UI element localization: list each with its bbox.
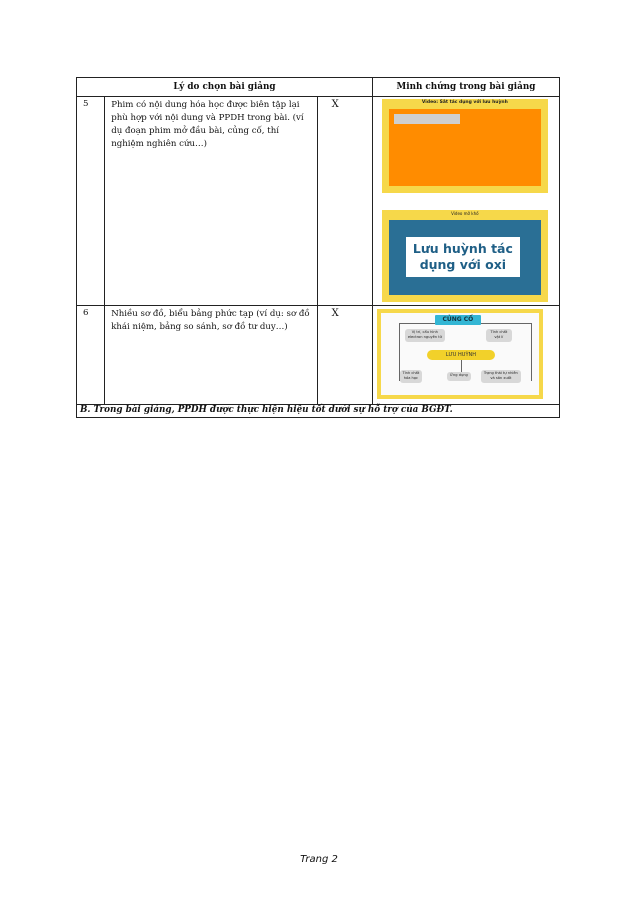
row-reason: Phim có nội dung hóa học được biên tập lại phù hợp với nội dung và PPDH trong bài. (ví dụ đoạn phim mở đầu bài, củng cố, thí nghiệm nghiên cứu…): [105, 97, 317, 306]
diagram-box-structure: Vị trí, cấu hình electron nguyên tử: [405, 329, 445, 342]
table-row: [77, 306, 560, 405]
connector-line: [399, 323, 435, 324]
diagram-box-application: Ứng dụng: [447, 372, 471, 381]
row-number: 5: [77, 97, 105, 306]
table-row: [77, 97, 560, 306]
slide-title: [406, 237, 520, 277]
diagram-heading: CỦNG CỐ: [435, 315, 481, 325]
table-footer-row: [77, 405, 560, 418]
section-b-heading: B. Trong bài giảng, PPDH được thực hiện hiệu tốt dưới sự hỗ trợ của BGĐT.: [77, 405, 560, 418]
concept-map: [381, 313, 539, 395]
video-slide-thumbnail: [382, 99, 548, 193]
header-evidence: Minh chứng trong bài giảng: [372, 78, 559, 97]
diagram-center: LƯU HUỲNH: [427, 350, 495, 360]
row-mark: X: [317, 97, 372, 306]
video2-caption: Video mở khố: [451, 211, 479, 216]
table-header-row: [77, 78, 560, 97]
slide-background: [389, 220, 541, 295]
concept-map-thumbnail: [377, 309, 543, 399]
evaluation-table: [76, 77, 560, 418]
video-frame: [389, 109, 541, 186]
diagram-box-chemical: Tính chất hóa học: [400, 370, 422, 383]
page-number: Trang 2: [300, 854, 338, 865]
slide-title-line2: dụng với oxi: [419, 257, 507, 272]
title-slide-thumbnail: [382, 210, 548, 302]
diagram-box-physical: Tính chất vật lí: [486, 329, 512, 342]
connector-line: [461, 360, 462, 372]
connector-line: [481, 323, 531, 324]
row-reason: Nhiều sơ đồ, biểu bảng phức tạp (ví dụ: sơ đồ khái niệm, bảng so sánh, sơ đồ tư duy…): [105, 306, 317, 405]
slide-title-line1: Lưu huỳnh tác: [412, 241, 513, 256]
row-mark: X: [317, 306, 372, 405]
row-number: 6: [77, 306, 105, 405]
video-title-bar: [394, 114, 460, 124]
video-caption: Video: Sắt tác dụng với lưu huỳnh: [421, 100, 508, 105]
header-reason: Lý do chọn bài giảng: [77, 78, 373, 97]
evidence-cell: [372, 97, 559, 306]
connector-line: [531, 323, 532, 381]
evidence-cell: [372, 306, 559, 405]
diagram-box-nature: Trạng thái tự nhiên và sản xuất: [481, 370, 521, 383]
